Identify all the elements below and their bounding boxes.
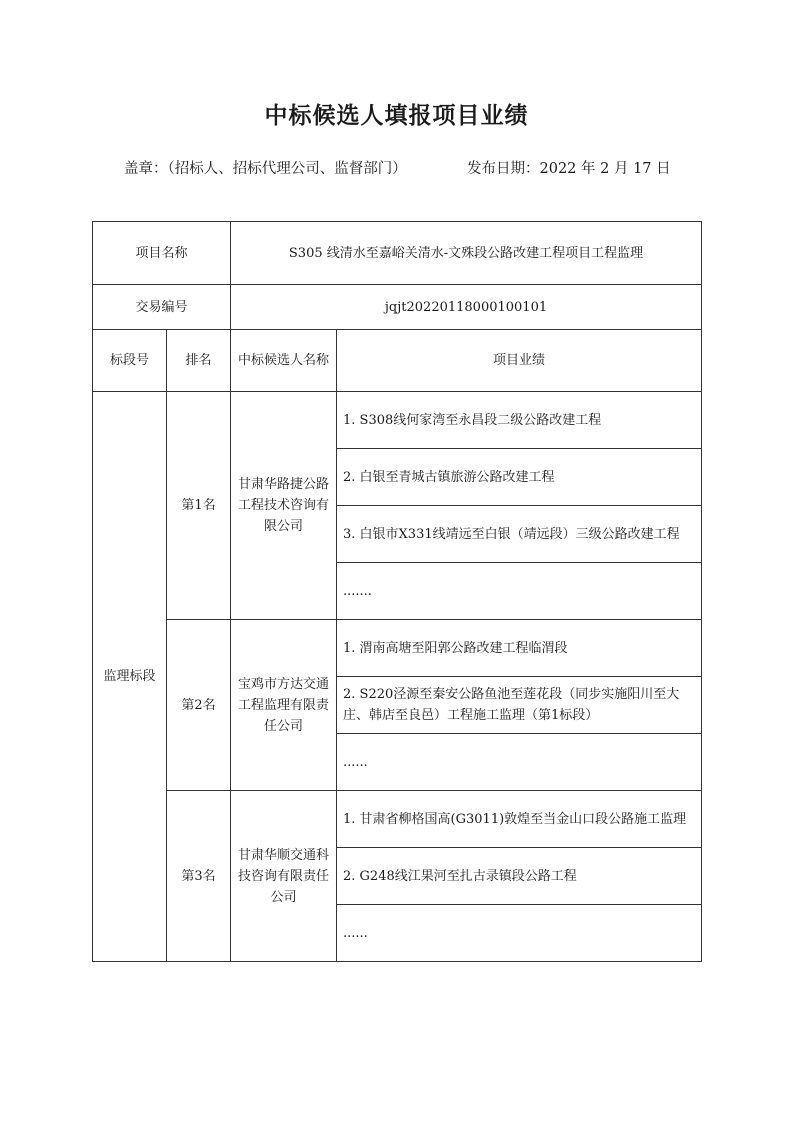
candidate-name: 甘肃华顺交通科技咨询有限责任公司: [231, 791, 337, 962]
candidate-rank: 第2名: [167, 620, 231, 791]
project-item: ......: [337, 734, 702, 791]
candidate-rank: 第3名: [167, 791, 231, 962]
project-code-row: [93, 285, 702, 330]
header-row: [93, 330, 702, 392]
performance-table: [92, 221, 702, 962]
candidate-name: 甘肃华路捷公路工程技术咨询有限公司: [231, 392, 337, 620]
candidate-name: 宝鸡市方达交通工程监理有限责任公司: [231, 620, 337, 791]
publish-date: 发布日期：2022 年 2 月 17 日: [467, 161, 671, 177]
project-name-value: S305 线清水至嘉峪关清水-文殊段公路改建工程项目工程监理: [231, 222, 702, 285]
project-code-value: jqjt20220118000100101: [231, 285, 702, 330]
project-item: ......: [337, 905, 702, 962]
project-name-row: [93, 222, 702, 285]
project-item: 1. 渭南高塘至阳郭公路改建工程临渭段: [337, 620, 702, 677]
project-code-label: 交易编号: [93, 285, 231, 330]
project-item: 1. 甘肃省柳格国高(G3011)敦煌至当金山口段公路施工监理: [337, 791, 702, 848]
header-rank: 排名: [167, 330, 231, 392]
candidate-rank: 第1名: [167, 392, 231, 620]
project-item: 2. 白银至青城古镇旅游公路改建工程: [337, 449, 702, 506]
header-candidate: 中标候选人名称: [231, 330, 337, 392]
section-name: 监理标段: [93, 392, 167, 962]
project-item: 2. G248线江果河至扎古录镇段公路工程: [337, 848, 702, 905]
project-item: 2. S220泾源至秦安公路鱼池至莲花段（同步实施阳川至大庄、韩店至良邑）工程施工监理（第1标段）: [337, 677, 702, 734]
table-row: [93, 791, 702, 848]
seal-line: 盖章：（招标人、招标代理公司、监督部门）: [124, 161, 407, 177]
project-item: 3. 白银市X331线靖远至白银（靖远段）三级公路改建工程: [337, 506, 702, 563]
project-name-label: 项目名称: [93, 222, 231, 285]
header-performance: 项目业绩: [337, 330, 702, 392]
page-title: 中标候选人填报项目业绩: [264, 103, 529, 129]
table-row: [93, 392, 702, 449]
project-item: 1. S308线何家湾至永昌段二级公路改建工程: [337, 392, 702, 449]
project-item: .......: [337, 563, 702, 620]
header-section: 标段号: [93, 330, 167, 392]
table-row: [93, 620, 702, 677]
